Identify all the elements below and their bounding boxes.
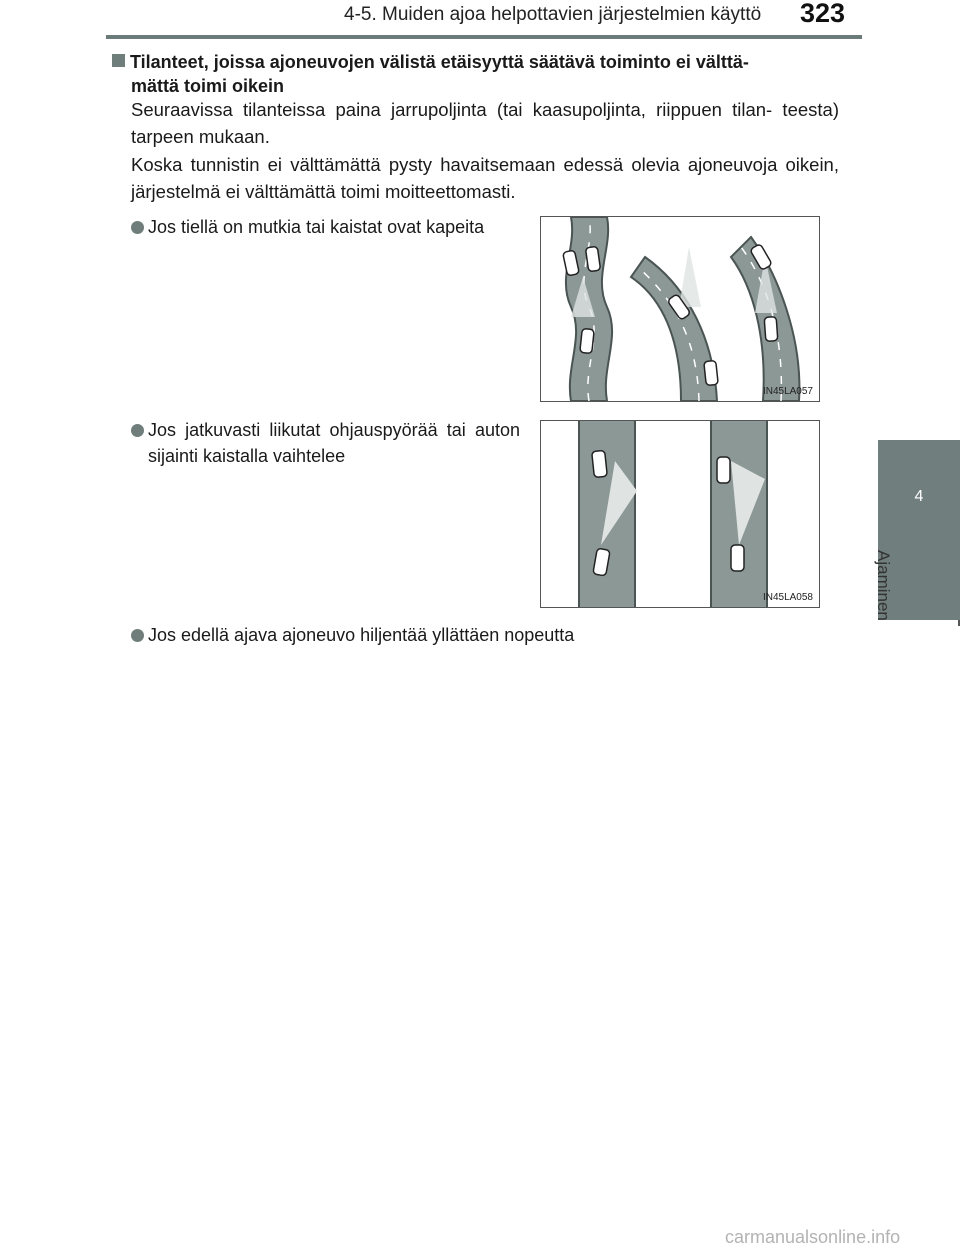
heading-square-icon [112,54,125,67]
bullet-icon [131,221,144,234]
chapter-label: Ajaminen [874,550,893,621]
figure-code: IN45LA057 [762,386,813,397]
bullet-text: Jos edellä ajava ajoneuvo hiljentää yllättäen nopeutta [148,625,575,645]
header-rule [106,35,862,39]
heading-line-1: Tilanteet, joissa ajoneuvojen välistä etäisyyttä säätävä toiminto ei välttä- [130,52,749,72]
heading-line-2: mättä toimi oikein [131,76,285,96]
figure-code: IN45LA058 [762,592,813,603]
middle-curve-road [631,257,717,401]
bullet-icon [131,629,144,642]
radar-beam-2 [679,247,701,307]
paragraph-2: Koska tunnistin ei välttämättä pysty havaitsemaan edessä olevia ajoneuvoja oikein, järjestelmä ei välttämättä toimi moitteettomasti. [131,154,839,202]
chapter-number: 4 [914,488,924,505]
page-number: 323 [800,0,846,28]
watermark: carmanualsonline.info [725,1227,901,1247]
bullet-deceleration [131,622,574,648]
bullet-icon [131,424,144,437]
figure-curved-roads [540,216,820,402]
bullet-curves [131,214,484,240]
section-heading [112,50,842,98]
bullet-steering [131,417,520,469]
figure-straight-roads [540,420,820,608]
bullet-text: Jos jatkuvasti liikutat ohjauspyörää tai auton sijainti kaistalla vaihtelee [148,420,520,466]
paragraph-1: Seuraavissa tilanteissa paina jarrupoljinta (tai kaasupoljinta, riippuen tilan- teesta) tarpeen mukaan. [131,99,839,147]
running-header: 4-5. Muiden ajoa helpottavien järjestelmien käyttö [344,4,762,25]
straight-roads-illustration [541,421,819,607]
bullet-text: Jos tiellä on mutkia tai kaistat ovat kapeita [148,217,485,237]
curved-roads-illustration [541,217,819,401]
